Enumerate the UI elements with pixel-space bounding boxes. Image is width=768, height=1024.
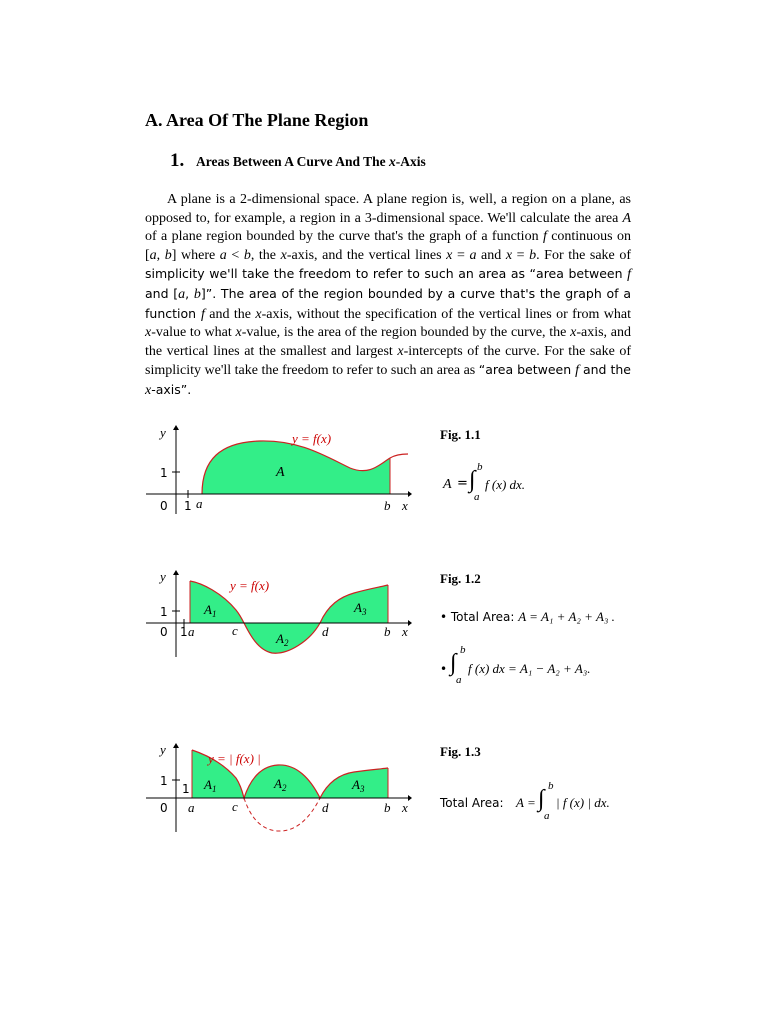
- fig2-zero: 0: [160, 625, 168, 639]
- fig3-x-label: x: [402, 800, 408, 815]
- figure-1-2-graph: [140, 565, 420, 665]
- fig-1-2-integral: • ∫ b a f (x) dx = A₁ − A₂ + A₃.: [440, 644, 591, 686]
- fig2-b-label: b: [384, 624, 391, 639]
- fig-1-1-formula: A = ∫ b a f (x) dx.: [443, 461, 526, 503]
- fig3-one-y: 1: [160, 774, 168, 788]
- section-title: A. Area Of The Plane Region: [145, 110, 369, 130]
- fig-1-2-total-area: • Total Area: A = A₁ + A₂ + A₃ .: [440, 609, 615, 624]
- fig2-a2-label: $A_2$: [276, 631, 289, 648]
- fig2-a1-label: $A_1$: [204, 602, 217, 619]
- fig2-one-y: 1: [160, 605, 168, 619]
- fig3-x-arrow: [408, 795, 412, 801]
- subsection-title: Areas Between A Curve And The x-Axis: [196, 154, 426, 169]
- fig3-b-label: b: [384, 800, 391, 815]
- fig-1-3-label: Fig. 1.3: [440, 744, 481, 759]
- fig1-x-arrow: [408, 491, 412, 497]
- fig-1-2-label: Fig. 1.2: [440, 571, 481, 586]
- fig2-d-label: d: [322, 624, 329, 639]
- fig3-zero: 0: [160, 801, 168, 815]
- fig1-b-label: b: [384, 498, 391, 513]
- fig1-one-y: 1: [160, 466, 168, 480]
- fig1-area-label: A: [276, 465, 285, 480]
- fig1-y-label: y: [160, 425, 166, 440]
- fig1-a-label: a: [196, 496, 203, 511]
- fig2-one-x: 1: [180, 625, 188, 639]
- fig2-y-arrow: [173, 570, 179, 575]
- fig1-curve-label: y = f(x): [292, 431, 332, 446]
- fig3-a2-label: $A_2$: [274, 776, 287, 793]
- fig-1-1-label: Fig. 1.1: [440, 427, 481, 442]
- fig1-y-arrow: [173, 425, 179, 430]
- fig2-c-label: c: [232, 623, 238, 638]
- fig1-x-label: x: [402, 498, 408, 513]
- fig3-y-arrow: [173, 743, 179, 748]
- fig3-one-x: 1: [182, 782, 190, 796]
- fig2-y-label: y: [160, 569, 166, 584]
- fig1-one-x: 1: [184, 499, 192, 513]
- fig3-dashed-reflection: [244, 798, 320, 831]
- fig2-x-label: x: [402, 624, 408, 639]
- fig3-area-a2: [244, 765, 320, 798]
- fig3-a-label: a: [188, 800, 195, 815]
- fig1-zero: 0: [160, 499, 168, 513]
- fig3-a1-label: $A_1$: [204, 777, 217, 794]
- fig2-a-label: a: [188, 624, 195, 639]
- figure-1-1-graph: [140, 420, 420, 520]
- fig3-a3-label: $A_3$: [352, 777, 365, 794]
- fig2-a3-label: $A_3$: [354, 600, 367, 617]
- fig1-area-a: [202, 441, 390, 494]
- fig3-d-label: d: [322, 800, 329, 815]
- fig2-x-arrow: [408, 620, 412, 626]
- fig3-curve-label: y = | f(x) |: [208, 751, 261, 766]
- subsection-number: 1.: [170, 150, 185, 171]
- fig3-c-label: c: [232, 799, 238, 814]
- fig-1-3-formula: Total Area: A = ∫ b a | f (x) | dx.: [440, 780, 610, 822]
- fig2-curve-label: y = f(x): [230, 578, 270, 593]
- figure-1-3-graph: [140, 738, 420, 838]
- fig3-y-label: y: [160, 742, 166, 757]
- intro-paragraph: A plane is a 2-dimensional space. A plane region is, well, a region on a plane, as opposed to, for example, a region in a 3-dimensional space. We'll calculate the area A of a plane region bounded by the curve that's the graph of a function f continuous on [a, b] where a < b, the x-axis, and the vertical lines x = a and x = b. For the sake of simplicity we'll take the freedom to refer to such an area as “area between f and [a, b]”. The area of the region bounded by a curve that's the graph of a function f and the x-axis, without the specification of the vertical lines or from what x-value to what x-value, is the area of the region bounded by the curve, the x-axis, and the vertical lines at the smallest and largest x-intercepts of the curve. For the sake of simplicity we'll take the freedom to refer to such an area as “area between f and the x-axis”.: [145, 192, 632, 398]
